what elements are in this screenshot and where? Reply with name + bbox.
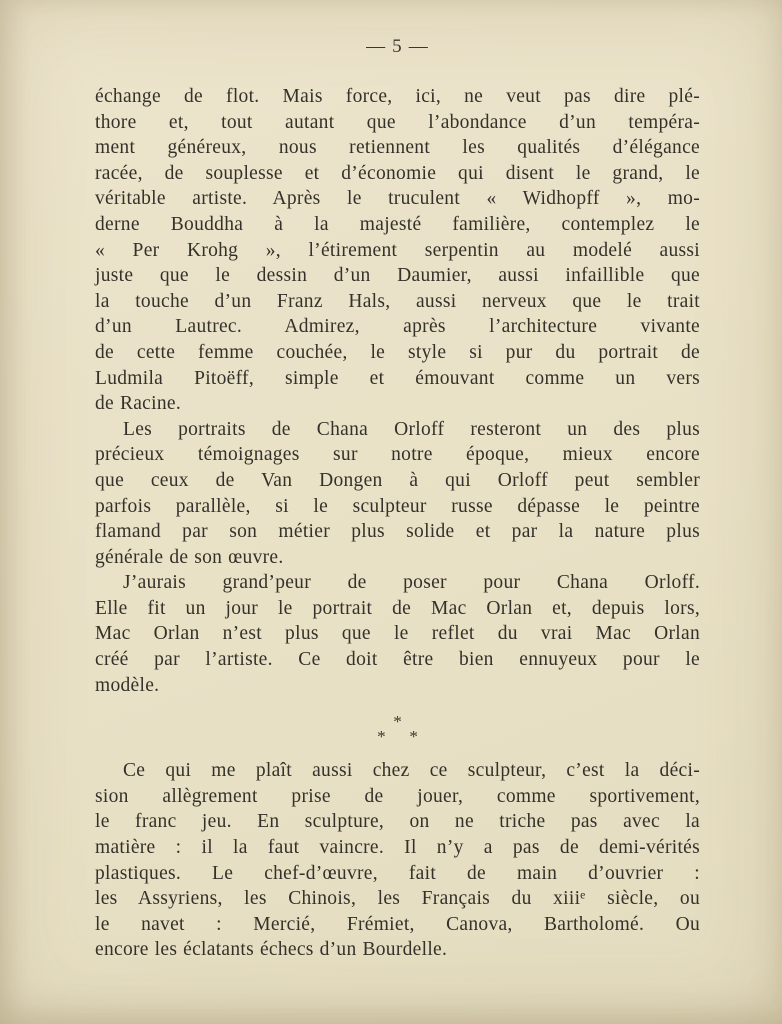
text-line: modèle. — [95, 674, 160, 696]
text-line: que ceux de Van Dongen à qui Orloff peut sembler — [95, 469, 700, 491]
text-line: Mac Orlan n’est plus que le reflet du vrai Mac Orlan — [95, 623, 700, 645]
text-line: encore les éclatants échecs d’un Bourdelle. — [95, 939, 448, 961]
text-line: créé par l’artiste. Ce doit être bien ennuyeux pour le — [95, 649, 700, 671]
paragraph — [95, 84, 700, 417]
text-line: précieux témoignages sur notre époque, mieux encore — [95, 444, 700, 466]
paragraph — [95, 758, 700, 963]
text-line: flamand par son métier plus solide et par la nature plus — [95, 521, 700, 543]
text-line: « Per Krohg », l’étirement serpentin au modelé aussi — [95, 239, 700, 261]
text-line: derne Bouddha à la majesté familière, contemplez le — [95, 213, 700, 235]
text-line: le franc jeu. En sculpture, on ne triche pas avec la — [95, 811, 700, 833]
text-line: sion allègrement prise de jouer, comme sportivement, — [95, 785, 700, 807]
text-line: parfois parallèle, si le sculpteur russe dépasse le peintre — [95, 495, 700, 517]
text-line: la touche d’un Franz Hals, aussi nerveux que le trait — [95, 290, 700, 312]
text-line: de Racine. — [95, 393, 181, 415]
text-line: échange de flot. Mais force, ici, ne veut pas dire plé- — [95, 86, 700, 107]
text-line: ment généreux, nous retiennent les qualités d’élégance — [95, 137, 700, 159]
text-line: de cette femme couchée, le style si pur du portrait de — [95, 341, 700, 363]
text-line: d’un Lautrec. Admirez, après l’architecture vivante — [95, 316, 700, 338]
text-line: thore et, tout autant que l’abondance d’un tempéra- — [95, 111, 700, 133]
text-line: Les portraits de Chana Orloff resteront un des plus — [123, 418, 700, 440]
text-line: J’aurais grand’peur de poser pour Chana Orloff. — [123, 572, 700, 594]
text-block — [95, 84, 700, 963]
asterism-separator — [95, 712, 700, 747]
text-line: le navet : Mercié, Frémiet, Canova, Bartholomé. Ou — [95, 913, 700, 935]
text-line: les Assyriens, les Chinois, les Français du xiiiᵉ siècle, ou — [95, 888, 700, 910]
text-line: racée, de souplesse et d’économie qui disent le grand, le — [95, 162, 700, 184]
text-line: juste que le dessin d’un Daumier, aussi infaillible que — [95, 265, 700, 287]
text-line: matière : il la faut vaincre. Il n’y a pas de demi-vérités — [95, 837, 700, 859]
text-line: Elle fit un jour le portrait de Mac Orlan et, depuis lors, — [95, 597, 700, 619]
text-line: générale de son œuvre. — [95, 546, 284, 568]
text-line: Ludmila Pitoëff, simple et émouvant comme un vers — [95, 367, 700, 389]
text-line: Ce qui me plaît aussi chez ce sculpteur, c’est la déci- — [123, 760, 700, 782]
paragraph — [95, 570, 700, 698]
asterism-top-star: * — [393, 712, 402, 732]
paragraph — [95, 417, 700, 571]
text-line: véritable artiste. Après le truculent « Widhopff », mo- — [95, 188, 700, 210]
page-number: — 5 — — [366, 36, 429, 57]
text-line: plastiques. Le chef-d’œuvre, fait de main d’ouvrier : — [95, 862, 700, 884]
asterism-bottom-stars: * * — [377, 727, 428, 747]
